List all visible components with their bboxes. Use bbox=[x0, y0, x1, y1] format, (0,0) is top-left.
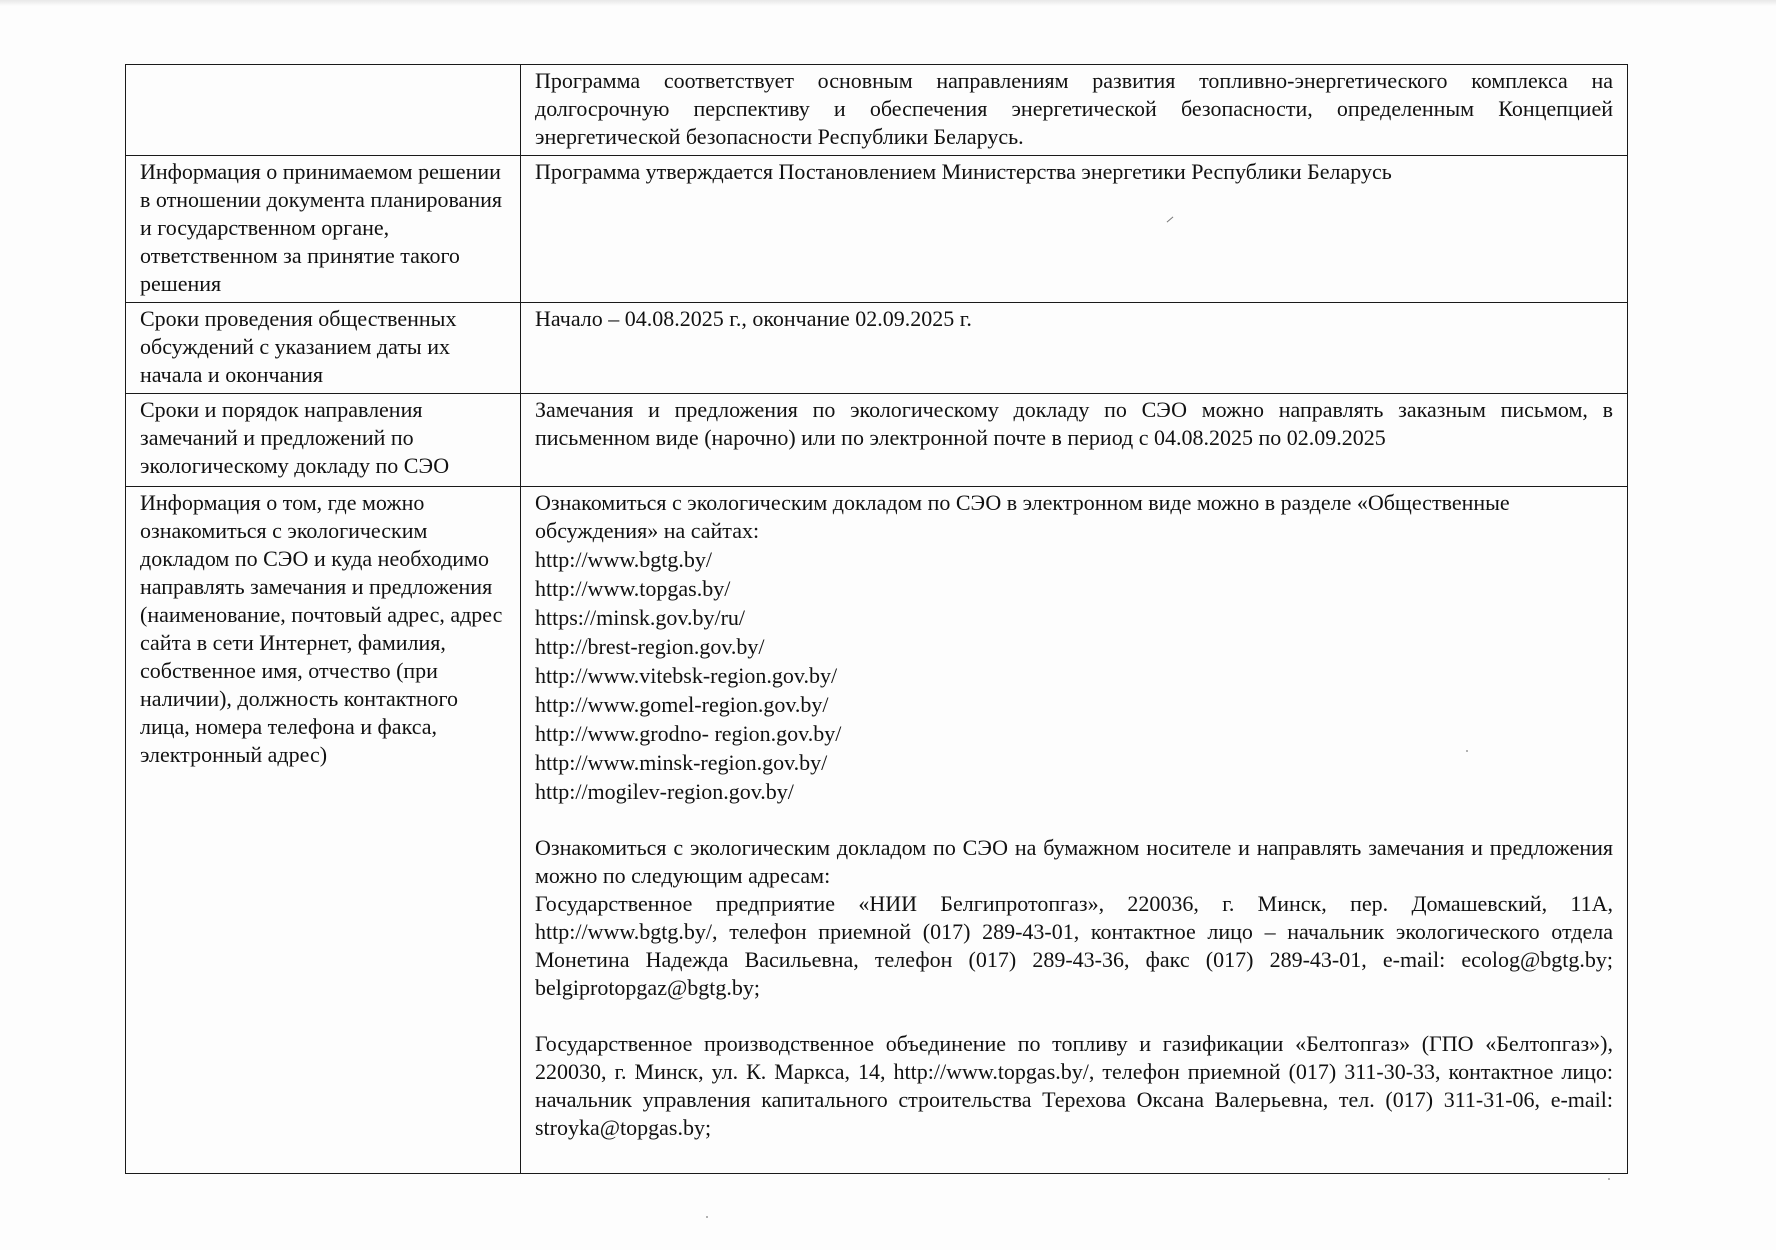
row-label-discussion-dates: Сроки проведения общественных обсуждений с указанием даты их начала и окончания bbox=[126, 303, 521, 394]
website-link-bgtg[interactable]: http://www.bgtg.by/ bbox=[535, 547, 713, 572]
row-value-program-conformity: Программа соответствует основным направлениям развития топливно-энергетического комплекса на долгосрочную перспективу и обеспечения энергетической безопасности, определенным Концепцией энергетической безопасности Республики Беларусь. bbox=[521, 65, 1628, 156]
website-link-brest[interactable]: http://brest-region.gov.by/ bbox=[535, 634, 765, 659]
website-link-topgas[interactable]: http://www.topgas.by/ bbox=[535, 576, 731, 601]
row-value-where-to-review bbox=[521, 487, 1628, 1174]
row-label-submission-procedure: Сроки и порядок направления замечаний и предложений по экологическому докладу по СЭО bbox=[126, 394, 521, 487]
row-value-decision: Программа утверждается Постановлением Министерства энергетики Республики Беларусь bbox=[521, 156, 1628, 303]
row-label bbox=[126, 65, 521, 156]
website-link-vitebsk[interactable]: http://www.vitebsk-region.gov.by/ bbox=[535, 663, 838, 688]
website-link-gomel[interactable]: http://www.gomel-region.gov.by/ bbox=[535, 692, 829, 717]
table-row bbox=[126, 65, 1628, 156]
website-link-minsk-region[interactable]: http://www.minsk-region.gov.by/ bbox=[535, 750, 828, 775]
website-link-grodno[interactable]: http://www.grodno- region.gov.by/ bbox=[535, 721, 842, 746]
table-row bbox=[126, 394, 1628, 487]
scan-speck bbox=[1466, 750, 1468, 752]
electronic-review-intro: Ознакомиться с экологическим докладом по СЭО в электронном виде можно в разделе «Общественные обсуждения» на сайтах: bbox=[535, 490, 1510, 543]
paper-review-intro: Ознакомиться с экологическим докладом по СЭО на бумажном носителе и направлять замечания и предложения можно по следующим адресам: bbox=[535, 835, 1613, 888]
scan-top-edge bbox=[0, 0, 1776, 6]
website-link-minsk[interactable]: https://minsk.gov.by/ru/ bbox=[535, 605, 746, 630]
row-label-decision-info: Информация о принимаемом решении в отношении документа планирования и государственном органе, ответственном за принятие такого решения bbox=[126, 156, 521, 303]
table-row bbox=[126, 156, 1628, 303]
info-table bbox=[125, 64, 1628, 1174]
table-row bbox=[126, 487, 1628, 1174]
address-belgiprotopgaz: Государственное предприятие «НИИ Белгипротопгаз», 220036, г. Минск, пер. Домашевский, 11А, http://www.bgtg.by/, телефон приемной (017) 289-43-01, контактное лицо – начальник экологического отдела Монетина Надежда Васильевна, телефон (017) 289-43-36, факс (017) 289-43-01, e-mail: ecolog@bgtg.by; belgiprotopgaz@bgtg.by; bbox=[535, 891, 1613, 1000]
row-value-discussion-dates: Начало – 04.08.2025 г., окончание 02.09.2025 г. bbox=[521, 303, 1628, 394]
scan-speck bbox=[706, 1216, 708, 1218]
row-label-where-to-review: Информация о том, где можно ознакомиться с экологическим докладом по СЭО и куда необходимо направлять замечания и предложения (наименование, почтовый адрес, адрес сайта в сети Интернет, фамилия, собственное имя, отчество (при наличии), должность контактного лица, номера телефона и факса, электронный адрес) bbox=[126, 487, 521, 1174]
row-value-submission-procedure: Замечания и предложения по экологическому докладу по СЭО можно направлять заказным письмом, в письменном виде (нарочно) или по электронной почте в период с 04.08.2025 по 02.09.2025 bbox=[521, 394, 1628, 487]
paragraph-gap bbox=[535, 1002, 1613, 1030]
paragraph-gap bbox=[535, 806, 1613, 834]
scan-speck bbox=[1608, 1178, 1610, 1180]
table-row bbox=[126, 303, 1628, 394]
address-beltopgaz: Государственное производственное объединение по топливу и газификации «Белтопгаз» (ГПО «Белтопгаз»), 220030, г. Минск, ул. К. Маркса, 14, http://www.topgas.by/, телефон приемной (017) 311-30-33, контактное лицо: начальник управления капитального строительства Терехова Оксана Валерьевна, тел. (017) 311-31-06, e-mail: stroyka@topgas.by; bbox=[535, 1031, 1613, 1140]
website-link-mogilev[interactable]: http://mogilev-region.gov.by/ bbox=[535, 779, 794, 804]
